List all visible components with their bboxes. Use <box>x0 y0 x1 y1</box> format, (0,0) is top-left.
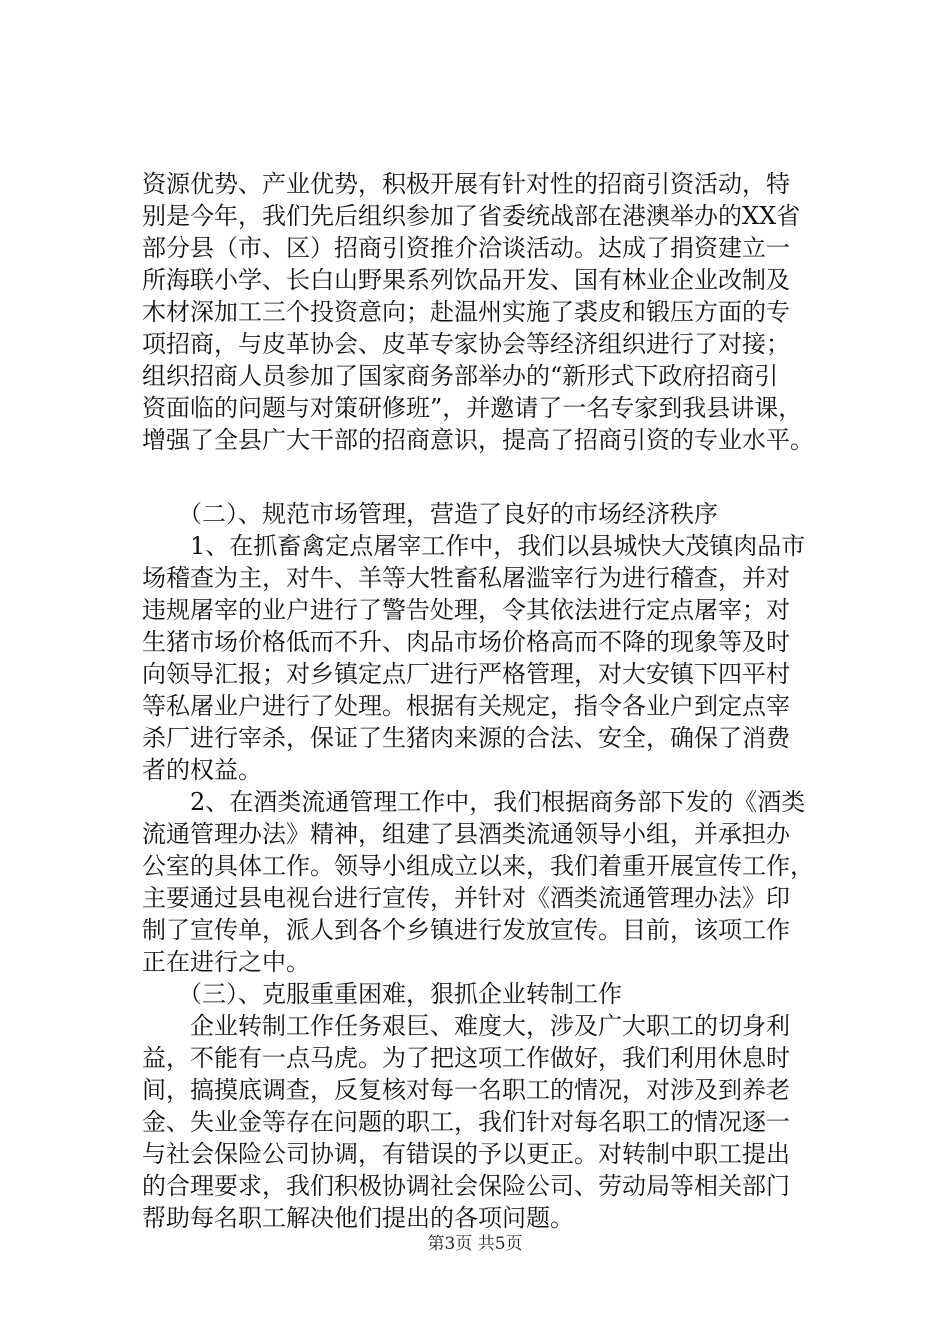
section-heading-2: （二）、规范市场管理，营造了良好的市场经济秩序 <box>142 500 718 528</box>
text-line: 杀厂进行宰杀，保证了生猪肉来源的合法、安全，确保了消费 <box>142 724 790 752</box>
text-line: 组织招商人员参加了国家商务部举办的“新形式下政府招商引 <box>142 362 779 390</box>
text-line: 场稽查为主，对牛、羊等大牲畜私屠滥宰行为进行稽查，并对 <box>142 564 790 592</box>
text-line: 别是今年，我们先后组织参加了省委统战部在港澳举办的XX省 <box>142 202 801 230</box>
text-line: 木材深加工三个投资意向；赴温州实施了裘皮和锻压方面的专 <box>142 298 790 326</box>
text-line: 正在进行之中。 <box>142 948 310 976</box>
paragraph-gap <box>142 456 832 498</box>
page-number-footer: 第3页 共5页 <box>427 1234 523 1254</box>
text-line: 金、失业金等存在问题的职工，我们针对每名职工的情况逐一 <box>142 1108 790 1136</box>
text-line: 公室的具体工作。领导小组成立以来，我们着重开展宣传工作， <box>142 852 814 880</box>
section-heading-3: （三）、克服重重困难，狠抓企业转制工作 <box>142 980 622 1008</box>
text-line: 流通管理办法》精神，组建了县酒类流通领导小组，并承担办 <box>142 820 790 848</box>
text-line: 违规屠宰的业户进行了警告处理，令其依法进行定点屠宰；对 <box>142 596 790 624</box>
paragraph-block-market <box>142 498 832 1234</box>
paragraph-block-investment <box>142 168 832 456</box>
text-line: 帮助每名职工解决他们提出的各项问题。 <box>142 1204 574 1232</box>
text-line: 部分县（市、区）招商引资推介洽谈活动。达成了捐资建立一 <box>142 234 790 262</box>
text-line: 项招商，与皮革协会、皮革专家协会等经济组织进行了对接； <box>142 330 790 358</box>
text-line: 等私屠业户进行了处理。根据有关规定，指令各业户到定点宰 <box>142 692 790 720</box>
text-line: 1、在抓畜禽定点屠宰工作中，我们以县城快大茂镇肉品市 <box>142 532 806 560</box>
text-line: 资源优势、产业优势，积极开展有针对性的招商引资活动，特 <box>142 170 790 198</box>
text-line: 向领导汇报；对乡镇定点厂进行严格管理，对大安镇下四平村 <box>142 660 790 688</box>
text-line: 生猪市场价格低而不升、肉品市场价格高而不降的现象等及时 <box>142 628 790 656</box>
text-line: 2、在酒类流通管理工作中，我们根据商务部下发的《酒类 <box>142 788 806 816</box>
text-line: 者的权益。 <box>142 756 262 784</box>
text-line: 增强了全县广大干部的招商意识，提高了招商引资的专业水平。 <box>142 426 814 454</box>
text-line: 所海联小学、长白山野果系列饮品开发、国有林业企业改制及 <box>142 266 790 294</box>
text-line: 间，搞摸底调查，反复核对每一名职工的情况，对涉及到养老 <box>142 1076 790 1104</box>
text-line: 益，不能有一点马虎。为了把这项工作做好，我们利用休息时 <box>142 1044 790 1072</box>
text-line: 的合理要求，我们积极协调社会保险公司、劳动局等相关部门 <box>142 1172 790 1200</box>
text-line: 资面临的问题与对策研修班”，并邀请了一名专家到我县讲课， <box>142 394 803 422</box>
text-line: 企业转制工作任务艰巨、难度大，涉及广大职工的切身利 <box>142 1012 790 1040</box>
document-body <box>142 168 832 1234</box>
text-line: 制了宣传单，派人到各个乡镇进行发放宣传。目前，该项工作 <box>142 916 790 944</box>
text-line: 主要通过县电视台进行宣传，并针对《酒类流通管理办法》印 <box>142 884 790 912</box>
text-line: 与社会保险公司协调，有错误的予以更正。对转制中职工提出 <box>142 1140 790 1168</box>
